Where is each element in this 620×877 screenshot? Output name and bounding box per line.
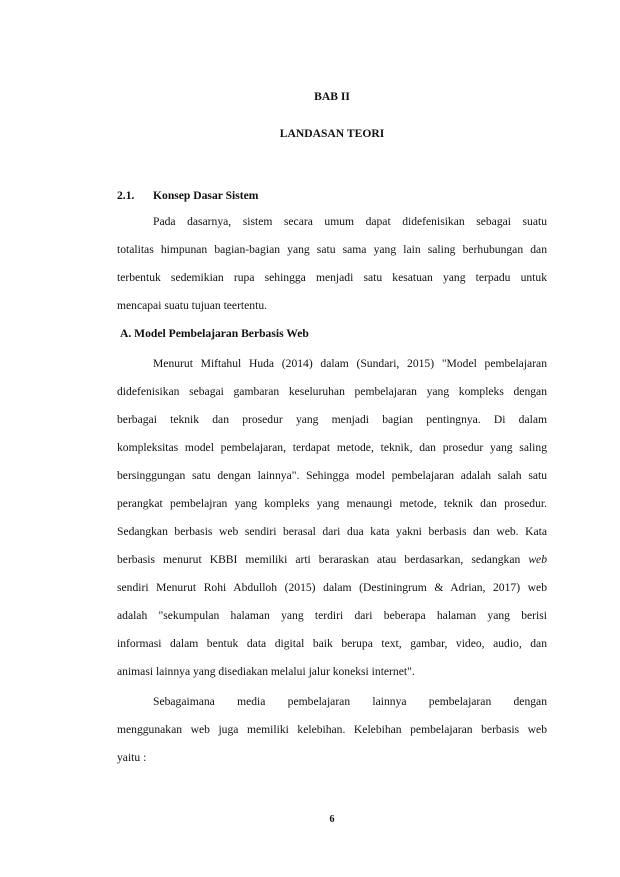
paragraph-1-line-4: mencapai suatu tujuan teertentu.	[117, 299, 268, 312]
paragraph-1-line-1: Pada dasarnya, sistem secara umum dapat didefenisikan sebagai suatu	[153, 215, 547, 228]
paragraph-2-line-7: Sedangkan berbasis web sendiri berasal dari dua kata yakni berbasis dan web. Kata	[117, 525, 547, 538]
subsection-heading: A. Model Pembelajaran Berbasis Web	[120, 327, 309, 340]
paragraph-2-line-4: kompleksitas model pembelajaran, terdapat metode, teknik, dan prosedur yang saling	[117, 441, 547, 454]
paragraph-2-line-12: animasi lainnya yang disediakan melalui jalur koneksi internet".	[117, 665, 415, 678]
paragraph-3-line-2: menggunakan web juga memiliki kelebihan. Kelebihan pembelajaran berbasis web	[117, 723, 547, 736]
chapter-title: LANDASAN TEORI	[279, 127, 385, 140]
paragraph-3-line-3: yaitu :	[117, 751, 147, 764]
paragraph-1-line-3: terbentuk sedemikian rupa sehingga menjadi satu kesatuan yang terpadu untuk	[117, 271, 547, 284]
section-number: 2.1.	[117, 189, 135, 202]
paragraph-2-line-10: adalah "sekumpulan halaman yang terdiri dari beberapa halaman yang berisi	[117, 609, 547, 622]
paragraph-2-line-11: informasi dalam bentuk data digital baik berupa text, gambar, video, audio, dan	[117, 637, 547, 650]
paragraph-1-line-2: totalitas himpunan bagian-bagian yang satu sama yang lain saling berhubungan dan	[117, 243, 547, 256]
paragraph-2-line-1: Menurut Miftahul Huda (2014) dalam (Sundari, 2015) "Model pembelajaran	[153, 357, 547, 370]
section-heading	[117, 188, 547, 203]
paragraph-2-line-8	[117, 552, 547, 567]
paragraph-2-line-8-text: berbasis menurut KBBI memiliki arti beraraskan atau berdasarkan, sedangkan	[117, 553, 529, 566]
paragraph-2-line-5: bersinggungan satu dengan lainnya". Sehingga model pembelajaran adalah salah satu	[117, 469, 547, 482]
chapter-number: BAB II	[314, 90, 350, 103]
page-number: 6	[329, 814, 335, 825]
paragraph-2-line-9: sendiri Menurut Rohi Abdulloh (2015) dalam (Destiningrum & Adrian, 2017) web	[117, 581, 547, 594]
paragraph-3-line-1: Sebagaimana media pembelajaran lainnya pembelajaran dengan	[153, 695, 547, 708]
paragraph-2-line-3: berbagai teknik dan prosedur yang menjadi bagian pentingnya. Di dalam	[117, 413, 547, 426]
paragraph-2-line-6: perangkat pembelajran yang kompleks yang menaungi metode, teknik dan prosedur.	[117, 497, 547, 510]
paragraph-2-line-2: didefenisikan sebagai gambaran keseluruhan pembelajaran yang kompleks dengan	[117, 385, 547, 398]
italic-web-term: web	[528, 553, 547, 566]
section-title: Konsep Dasar Sistem	[153, 189, 259, 202]
